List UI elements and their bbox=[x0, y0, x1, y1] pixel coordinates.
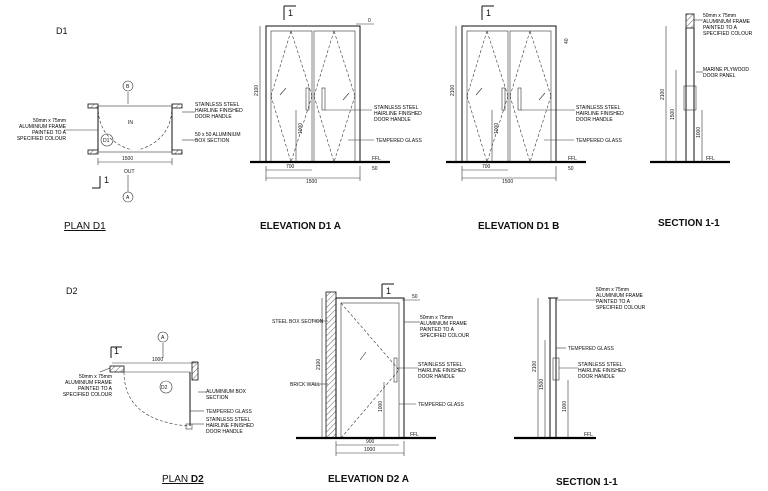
swing-arc bbox=[124, 372, 188, 426]
dim-height: 2100 bbox=[254, 84, 260, 96]
marker-a-label: A bbox=[161, 335, 165, 341]
frame-note: 50mm x 75mm ALUMINIUM FRAME PAINTED TO A SPECIFIED COLOUR bbox=[16, 118, 66, 142]
dim-handle-height: 1000 bbox=[378, 400, 384, 412]
marker-a-label: A bbox=[126, 195, 130, 201]
wall-right-top bbox=[172, 104, 182, 108]
plan-d2 bbox=[58, 332, 256, 485]
marker-b-label: B bbox=[126, 84, 130, 90]
door-tag-d1: D1 bbox=[103, 138, 110, 144]
d2-heading: D2 bbox=[66, 286, 78, 296]
swing-arc-right bbox=[138, 106, 172, 150]
door-frame bbox=[266, 26, 360, 162]
glass-note: TEMPERED GLASS bbox=[206, 409, 252, 415]
frame-note: 50mm x 75mm ALUMINIUM FRAME PAINTED TO A SPECIFIED COLOUR bbox=[62, 374, 112, 398]
door-leaf-right bbox=[510, 31, 551, 162]
dim-height: 2100 bbox=[316, 358, 322, 370]
frame-note: 50mm x 75mm ALUMINIUM FRAME PAINTED TO A SPECIFIED COLOUR bbox=[703, 13, 753, 37]
handle-right bbox=[518, 88, 521, 110]
frame-note: 50mm x 75mm ALUMINIUM FRAME PAINTED TO A SPECIFIED COLOUR bbox=[596, 287, 646, 311]
section-d2 bbox=[514, 287, 654, 488]
brick-wall-note: BRICK WALL bbox=[290, 382, 321, 388]
section-d1 bbox=[650, 13, 763, 229]
ffl-label: FFL bbox=[568, 156, 577, 162]
cut-mark: 1 bbox=[288, 8, 294, 18]
glass-note: TEMPERED GLASS bbox=[418, 402, 464, 408]
door-frame bbox=[462, 26, 556, 162]
elevation-d2-a bbox=[272, 284, 478, 485]
elevation-d1-b-title: ELEVATION D1 B bbox=[478, 221, 560, 232]
dim-side: 50 bbox=[372, 166, 378, 172]
elevation-d1-a-title: ELEVATION D1 A bbox=[260, 221, 341, 232]
out-label: OUT bbox=[124, 169, 135, 175]
steel-box-note: STEEL BOX SECTION bbox=[272, 319, 324, 325]
dim-total: 1500 bbox=[306, 179, 318, 185]
section-d2-title: SECTION 1-1 bbox=[556, 477, 618, 488]
box-section-note: ALUMINIUM BOX SECTION bbox=[206, 389, 247, 401]
door-leaf bbox=[341, 303, 399, 438]
plan-d2-title: PLAN D2 bbox=[162, 474, 204, 485]
dim-height: 2100 bbox=[532, 360, 538, 372]
in-label: IN bbox=[128, 120, 133, 126]
glass-note: TEMPERED GLASS bbox=[576, 138, 622, 144]
dim-top-gap: 40 bbox=[564, 38, 570, 44]
wall-left bbox=[110, 366, 124, 372]
box-section-note: 50 x 50 ALUMINIUM BOX SECTION bbox=[195, 132, 241, 144]
handle-note: STAINLESS STEEL HAIRLINE FINISHED DOOR HANDLE bbox=[374, 105, 422, 123]
dim-1500: 1500 bbox=[539, 378, 545, 390]
elevation-d1-b bbox=[446, 6, 628, 232]
dim-leaf: 700 bbox=[482, 164, 491, 170]
dim-handle-height: 1000 bbox=[298, 122, 304, 134]
cut-mark: 1 bbox=[486, 8, 492, 18]
dim-1500: 1500 bbox=[122, 156, 134, 162]
wall-right-bottom bbox=[172, 150, 182, 154]
door-tag-d2: D2 bbox=[161, 385, 168, 391]
ffl-label: FFL bbox=[410, 432, 419, 438]
glass-note: TEMPERED GLASS bbox=[376, 138, 422, 144]
dim-side: 50 bbox=[568, 166, 574, 172]
door-leaf-right bbox=[314, 31, 355, 162]
wall-left-bottom bbox=[88, 150, 98, 154]
dim-handle-height: 1000 bbox=[494, 122, 500, 134]
dim-1000: 1000 bbox=[562, 400, 568, 412]
plan-d1 bbox=[14, 81, 245, 232]
handle bbox=[394, 358, 397, 382]
frame-note: 50mm x 75mm ALUMINIUM FRAME PAINTED TO A SPECIFIED COLOUR bbox=[420, 315, 470, 339]
ffl-label: FFL bbox=[372, 156, 381, 162]
brick-wall bbox=[326, 292, 336, 438]
handle-note: STAINLESS STEEL HAIRLINE FINISHED DOOR HANDLE bbox=[195, 102, 243, 120]
handle-note: STAINLESS STEEL HAIRLINE FINISHED DOOR HANDLE bbox=[578, 362, 626, 380]
wall-right bbox=[192, 362, 198, 380]
dim-height: 2100 bbox=[450, 84, 456, 96]
dim-top-gap: 0 bbox=[368, 18, 371, 24]
dim-leaf: 700 bbox=[286, 164, 295, 170]
glass-note: TEMPERED GLASS bbox=[568, 346, 614, 352]
handle-note: STAINLESS STEEL HAIRLINE FINISHED DOOR HANDLE bbox=[418, 362, 466, 380]
elevation-d2-a-title: ELEVATION D2 A bbox=[328, 474, 409, 485]
dim-1000: 1000 bbox=[152, 357, 164, 363]
handle-note: STAINLESS STEEL HAIRLINE FINISHED DOOR HANDLE bbox=[576, 105, 624, 123]
dim-height: 2100 bbox=[660, 88, 666, 100]
cut-mark: 1 bbox=[114, 346, 120, 356]
panel-note: MARINE PLYWOOD DOOR PANEL bbox=[703, 67, 750, 79]
dim-side: 50 bbox=[412, 294, 418, 300]
cut-mark: 1 bbox=[104, 175, 110, 185]
dim-leaf: 900 bbox=[366, 439, 375, 445]
wall-left-top bbox=[88, 104, 98, 108]
d1-heading: D1 bbox=[56, 26, 68, 36]
cut-mark: 1 bbox=[386, 286, 392, 296]
ffl-label: FFL bbox=[706, 156, 715, 162]
dim-1000: 1000 bbox=[696, 126, 702, 138]
dim-1500: 1500 bbox=[670, 108, 676, 120]
dim-total: 1000 bbox=[364, 447, 376, 453]
elevation-d1-a bbox=[250, 6, 426, 232]
handle-note: STAINLESS STEEL HAIRLINE FINISHED DOOR HANDLE bbox=[206, 417, 254, 435]
ffl-label: FFL bbox=[584, 432, 593, 438]
handle-right bbox=[322, 88, 325, 110]
dim-total: 1500 bbox=[502, 179, 514, 185]
plan-d1-title: PLAN D1 bbox=[64, 221, 106, 232]
door-frame-plan bbox=[98, 106, 172, 152]
wall-hatch bbox=[686, 14, 694, 28]
section-d1-title: SECTION 1-1 bbox=[658, 218, 720, 229]
